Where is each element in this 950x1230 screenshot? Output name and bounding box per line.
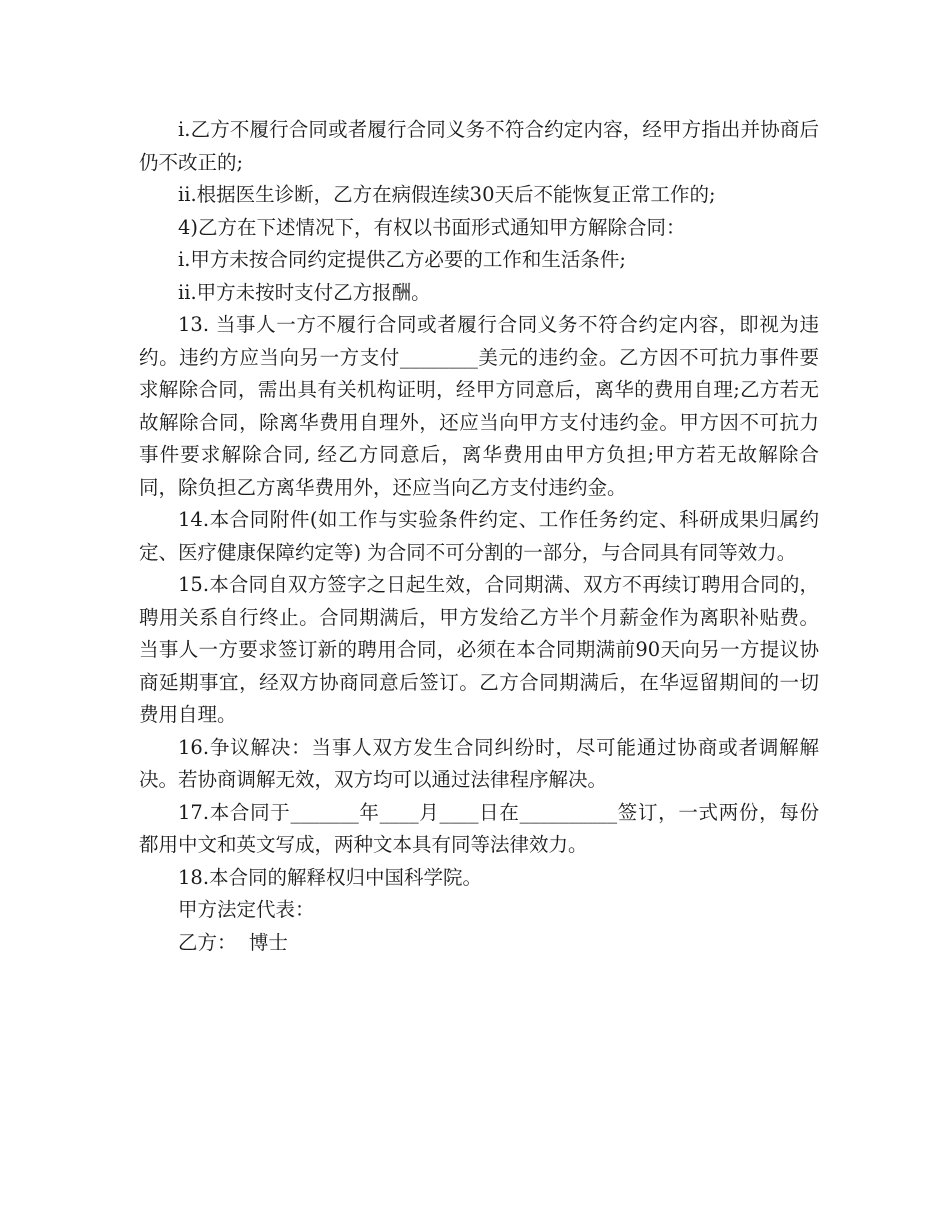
clause-4-termination-rights: 4)乙方在下述情况下，有权以书面形式通知甲方解除合同： xyxy=(178,215,686,239)
clause-i-conditions: i.甲方未按合同约定提供乙方必要的工作和生活条件; xyxy=(178,248,627,271)
clause-14-attachments: 14.本合同附件(如工作与实验条件约定、工作任务约定、科研成果归属约定、医疗健康保障约定等) 为合同不可分割的一部分，与合同具有同等效力。 xyxy=(139,508,819,564)
clause-13-default: 13. 当事人一方不履行合同或者履行合同义务不符合约定内容，即视为违约。违约方应当向另一方支付________美元的违约金。乙方因不可抗力事件要求解除合同，需出具有关机构证明，经甲方同意后，离华的费用自理;乙方若无故解除合同，除离华费用自理外，还应当向甲方支付违约金。甲方因不可抗力事件要求解除合同, 经乙方同意后，离华费用由甲方负担;甲方若无故解除合同，除负担乙方离华费用外，还应当向乙方支付违约金。 xyxy=(139,313,819,499)
clause-i-breach: i.乙方不履行合同或者履行合同义务不符合约定内容，经甲方指出并协商后仍不改正的; xyxy=(139,118,819,174)
party-a-representative: 甲方法定代表： xyxy=(178,898,315,921)
clause-ii-sick-leave: ii.根据医生诊断，乙方在病假连续30天后不能恢复正常工作的; xyxy=(178,183,716,206)
party-b-signature: 乙方： 博士 xyxy=(178,930,288,954)
clause-18-interpretation: 18.本合同的解释权归中国科学院。 xyxy=(178,865,483,889)
contract-body xyxy=(139,114,819,959)
clause-ii-payment: ii.甲方未按时支付乙方报酬。 xyxy=(178,280,431,304)
clause-16-dispute: 16.争议解决：当事人双方发生合同纠纷时，尽可能通过协商或者调解解决。若协商调解无效，双方均可以通过法律程序解决。 xyxy=(139,735,819,791)
clause-15-effective: 15.本合同自双方签字之日起生效，合同期满、双方不再续订聘用合同的，聘用关系自行终止。合同期满后，甲方发给乙方半个月薪金作为离职补贴费。当事人一方要求签订新的聘用合同，必须在本合同期满前90天向另一方提议协商延期事宜，经双方协商同意后签订。乙方合同期满后，在华逗留期间的一切费用自理。 xyxy=(139,573,819,726)
clause-17-signing: 17.本合同于_______年____月____日在__________签订，一式两份，每份都用中文和英文写成，两种文本具有同等法律效力。 xyxy=(139,800,819,856)
